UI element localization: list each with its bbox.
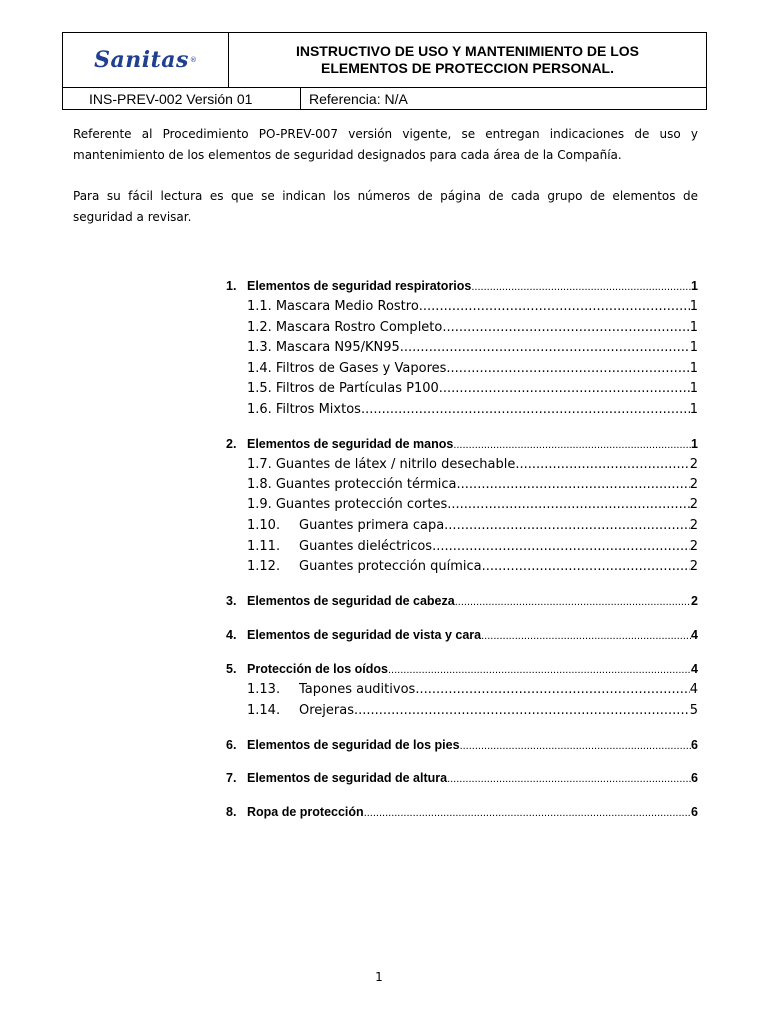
toc-label: Elementos de seguridad respiratorios — [247, 279, 472, 293]
toc-number: 1.3. — [247, 340, 272, 355]
toc-label: Guantes dieléctricos — [299, 539, 433, 554]
toc-label: Guantes protección química — [299, 559, 482, 574]
toc-leader — [439, 381, 690, 396]
toc-label: Guantes de látex / nitrilo desechable — [275, 457, 516, 472]
toc-number: 1.10. — [247, 518, 281, 533]
toc-leader — [446, 361, 689, 376]
toc-leader — [455, 596, 691, 608]
toc-entry-sub[interactable] — [226, 682, 698, 697]
toc-number: 3. — [226, 594, 237, 608]
toc-leader — [361, 402, 690, 417]
toc-page: 2 — [689, 559, 698, 574]
toc-label: Filtros Mixtos — [275, 402, 361, 417]
toc-page: 1 — [689, 320, 698, 335]
toc-entry-main[interactable] — [226, 437, 698, 451]
toc-label: Protección de los oídos — [247, 662, 388, 676]
toc-label: Mascara Rostro Completo — [275, 320, 443, 335]
toc-leader — [457, 477, 690, 492]
page-number: 1 — [375, 970, 383, 984]
toc-page: 4 — [691, 628, 698, 642]
toc-label: Elementos de seguridad de altura — [247, 771, 448, 785]
toc-entry-sub[interactable] — [226, 703, 698, 718]
toc-page: 1 — [689, 361, 698, 376]
toc-page: 2 — [689, 477, 698, 492]
toc-number: 1.6. — [247, 402, 272, 417]
toc-entry-sub[interactable] — [226, 518, 698, 533]
toc-page: 5 — [689, 703, 698, 718]
toc-number: 8. — [226, 805, 237, 819]
toc-entry-sub[interactable] — [226, 340, 698, 355]
toc-page: 1 — [689, 299, 698, 314]
toc-number: 1.7. — [247, 457, 272, 472]
toc-label: Elementos de seguridad de cabeza — [247, 594, 455, 608]
document-title — [229, 33, 706, 87]
toc-number: 1.8. — [247, 477, 272, 492]
toc-entry-main[interactable] — [226, 594, 698, 608]
toc-leader — [354, 703, 690, 718]
toc-leader — [453, 439, 691, 451]
toc-label: Mascara N95/KN95 — [275, 340, 400, 355]
toc-number: 1.13. — [247, 682, 281, 697]
toc-page: 2 — [689, 497, 698, 512]
toc-number: 6. — [226, 738, 237, 752]
toc-page: 2 — [689, 457, 698, 472]
toc-label: Mascara Medio Rostro — [275, 299, 419, 314]
title-line-2: ELEMENTOS DE PROTECCION PERSONAL. — [321, 60, 614, 76]
toc-page: 4 — [689, 682, 698, 697]
toc-label: Orejeras — [299, 703, 354, 718]
toc-leader — [364, 807, 691, 819]
toc-page: 1 — [689, 381, 698, 396]
toc-number: 1.9. — [247, 497, 272, 512]
toc-leader — [432, 539, 690, 554]
toc-entry-main[interactable] — [226, 771, 698, 785]
toc-leader — [415, 682, 689, 697]
toc-label: Guantes protección térmica — [275, 477, 457, 492]
toc-leader — [515, 457, 689, 472]
company-logo — [63, 33, 229, 87]
toc-label: Ropa de protección — [247, 805, 364, 819]
toc-number: 5. — [226, 662, 237, 676]
toc-page: 6 — [691, 771, 698, 785]
logo-text: Sanitas — [94, 47, 189, 73]
toc-number: 1.14. — [247, 703, 281, 718]
header-info-row — [63, 87, 706, 109]
document-header-table — [62, 32, 707, 110]
toc-page: 4 — [691, 662, 698, 676]
toc-label: Guantes primera capa — [299, 518, 445, 533]
toc-entry-sub[interactable] — [226, 539, 698, 554]
toc-label: Tapones auditivos — [299, 682, 416, 697]
toc-number: 1.11. — [247, 539, 281, 554]
toc-page: 2 — [689, 539, 698, 554]
toc-page: 1 — [691, 437, 698, 451]
document-reference: Referencia: N/A — [309, 91, 408, 107]
toc-number: 1. — [226, 279, 237, 293]
toc-entry-main[interactable] — [226, 279, 698, 293]
toc-leader — [471, 281, 691, 293]
toc-entry-main[interactable] — [226, 738, 698, 752]
toc-label: Guantes protección cortes — [275, 497, 448, 512]
toc-leader — [444, 518, 690, 533]
toc-leader — [400, 340, 690, 355]
toc-label: Elementos de seguridad de manos — [247, 437, 454, 451]
title-line-1: INSTRUCTIVO DE USO Y MANTENIMIENTO DE LOS — [295, 43, 640, 59]
toc-label: Elementos de seguridad de los pies — [247, 738, 460, 752]
toc-entry-sub[interactable] — [226, 381, 698, 396]
toc-entry-sub[interactable] — [226, 559, 698, 574]
toc-page: 6 — [691, 805, 698, 819]
toc-page: 1 — [689, 340, 698, 355]
toc-page: 1 — [691, 279, 698, 293]
toc-page: 1 — [689, 402, 698, 417]
toc-leader — [460, 740, 691, 752]
intro-paragraph-2: Para su fácil lectura es que se indican los números de página de cada grupo de elementos de seguridad a revisar. — [73, 189, 698, 224]
toc-number: 1.2. — [247, 320, 272, 335]
toc-leader — [447, 773, 691, 785]
toc-number: 1.12. — [247, 559, 281, 574]
toc-entry-sub[interactable] — [226, 497, 698, 512]
toc-entry-sub[interactable] — [226, 457, 698, 472]
intro-paragraph-1: Referente al Procedimiento PO-PREV-007 versión vigente, se entregan indicaciones de uso y mantenimiento de los elementos de seguridad designados para cada área de la Compañía. — [73, 127, 698, 162]
toc-page: 2 — [689, 518, 698, 533]
toc-leader — [442, 320, 689, 335]
toc-entry-main[interactable] — [226, 628, 698, 642]
toc-leader — [419, 299, 690, 314]
toc-label: Filtros de Gases y Vapores — [275, 361, 447, 376]
toc-leader — [388, 664, 691, 676]
toc-label: Filtros de Partículas P100 — [275, 381, 439, 396]
toc-entry-sub[interactable] — [226, 299, 698, 314]
toc-entry-sub[interactable] — [226, 361, 698, 376]
toc-page: 6 — [691, 738, 698, 752]
document-code: INS-PREV-002 Versión 01 — [63, 88, 301, 109]
toc-number: 1.5. — [247, 381, 272, 396]
toc-number: 4. — [226, 628, 237, 642]
toc-entry-main[interactable] — [226, 805, 698, 819]
toc-entry-main[interactable] — [226, 662, 698, 676]
toc-number: 7. — [226, 771, 237, 785]
registered-mark: ® — [189, 56, 197, 64]
toc-label: Elementos de seguridad de vista y cara — [247, 628, 482, 642]
toc-entry-sub[interactable] — [226, 477, 698, 492]
toc-number: 1.4. — [247, 361, 272, 376]
toc-entry-sub[interactable] — [226, 320, 698, 335]
toc-number: 2. — [226, 437, 237, 451]
toc-leader — [482, 559, 690, 574]
toc-number: 1.1. — [247, 299, 272, 314]
toc-page: 2 — [691, 594, 698, 608]
toc-leader — [447, 497, 689, 512]
toc-entry-sub[interactable] — [226, 402, 698, 417]
toc-leader — [481, 630, 691, 642]
